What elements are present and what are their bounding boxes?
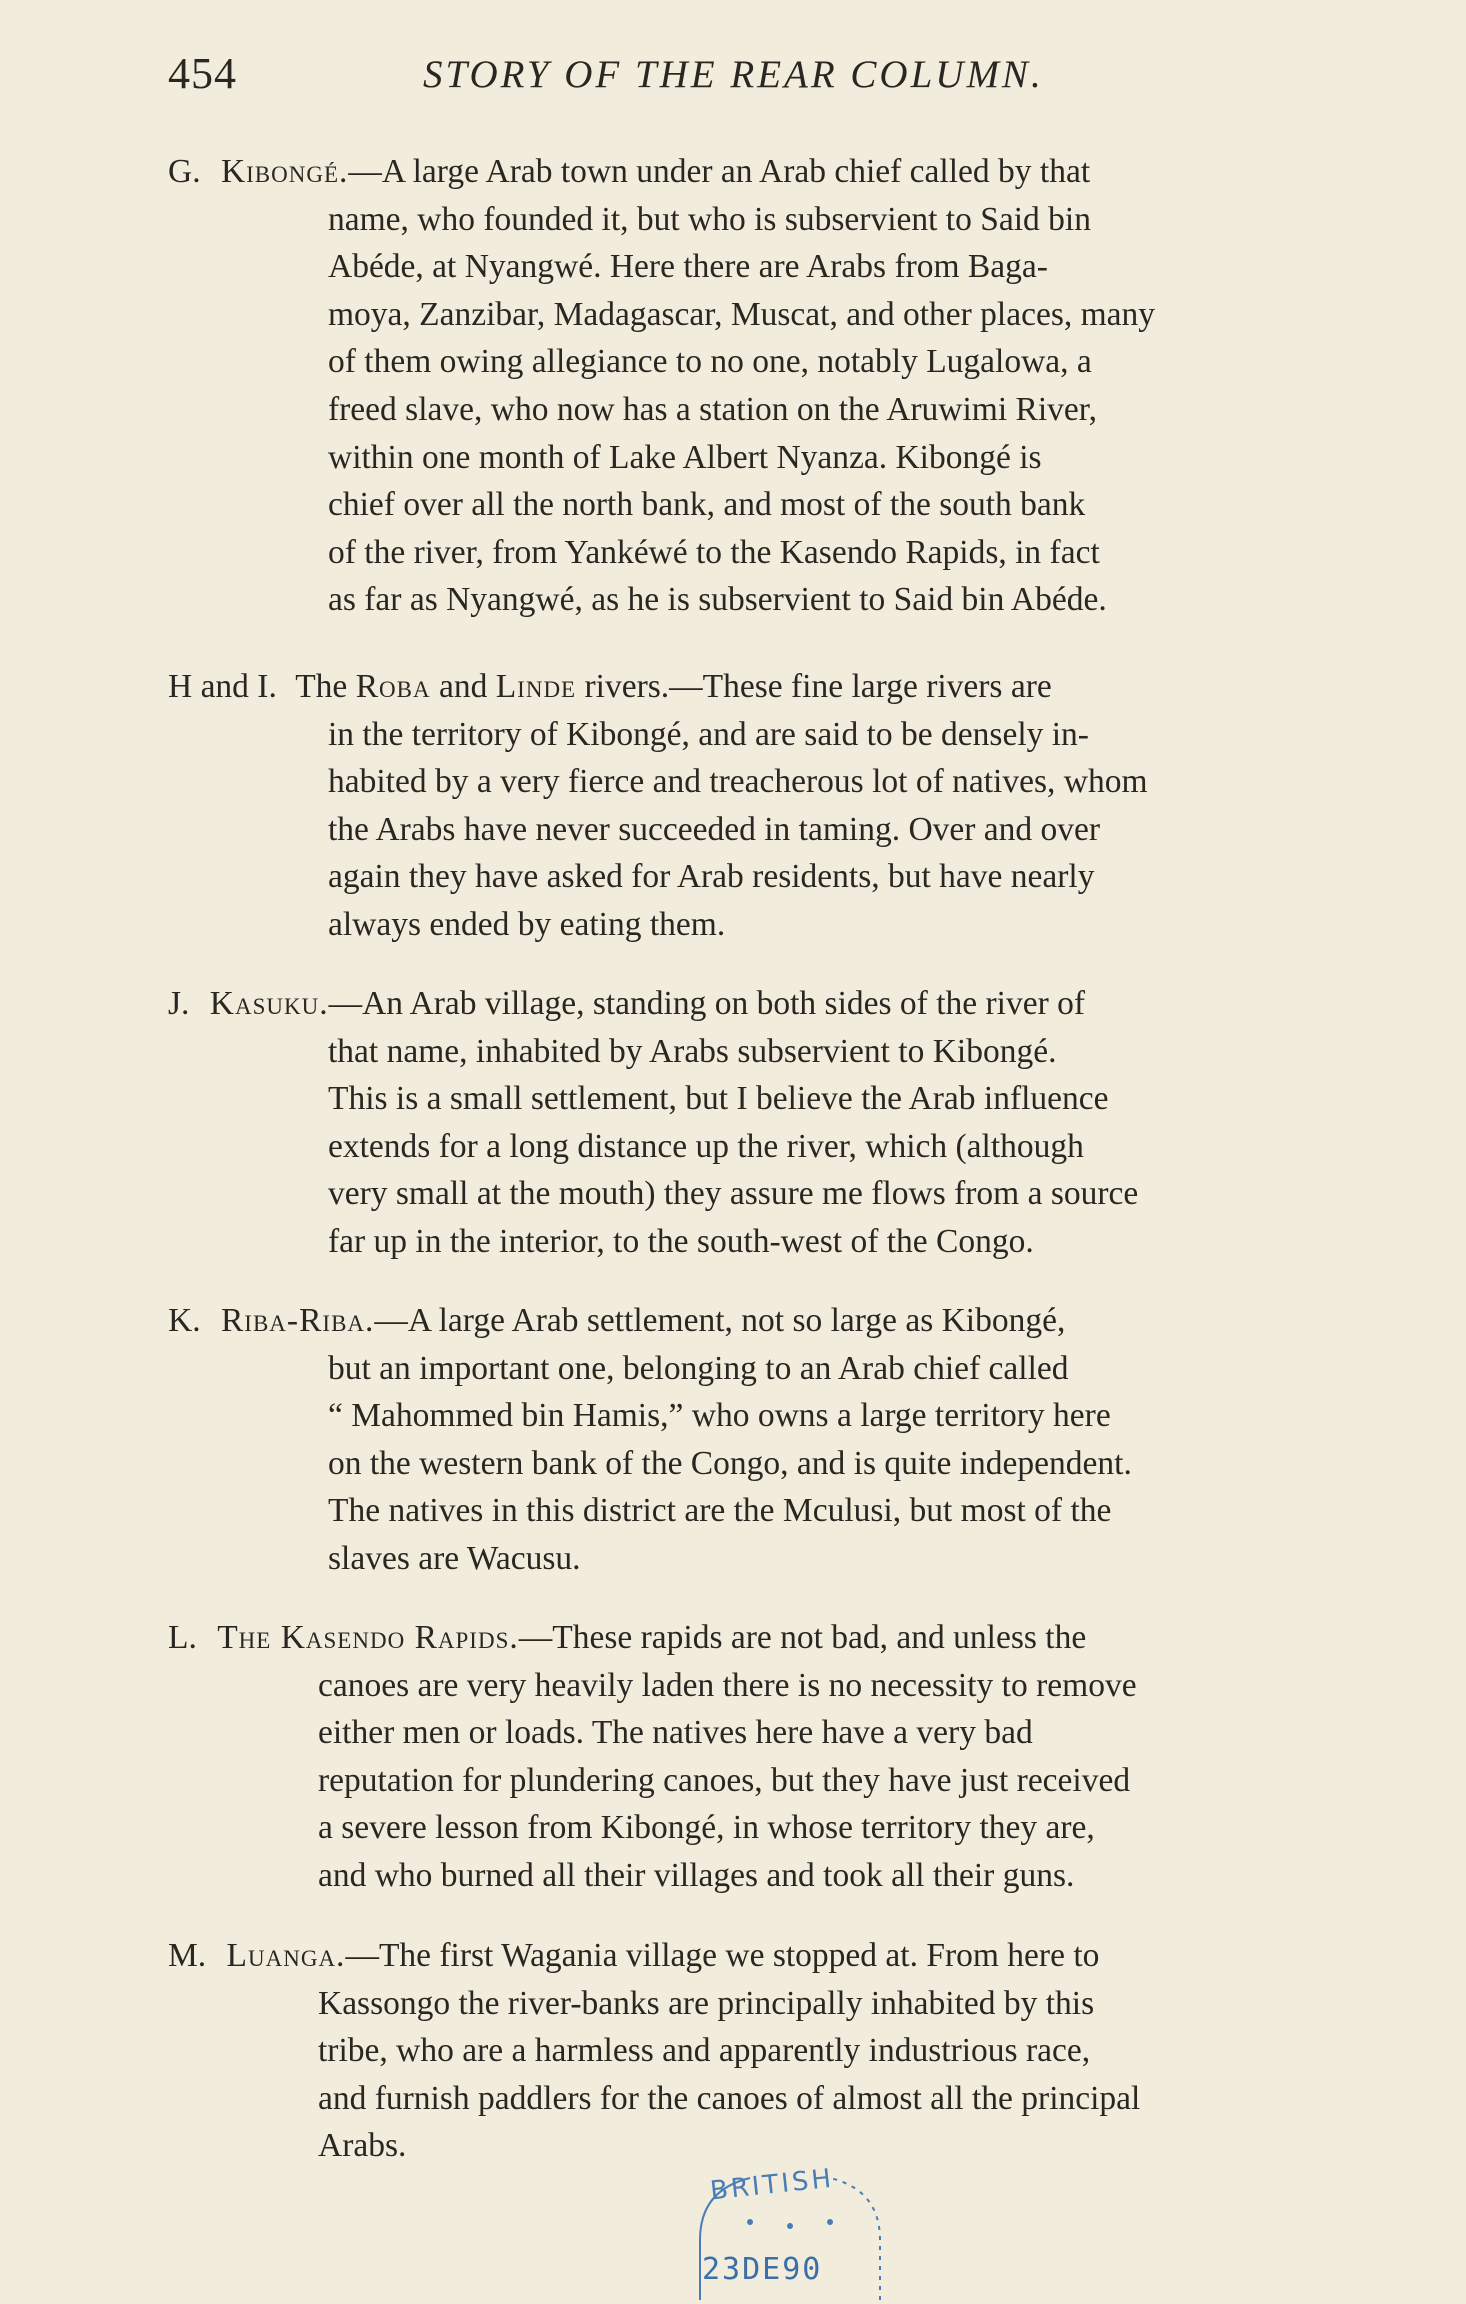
entry-line: very small at the mouth) they assure me flows from a source — [328, 1175, 1139, 1213]
entry-line: but an important one, belonging to an Arab chief called — [328, 1349, 1069, 1387]
entry-line: This is a small settlement, but I believe the Arab influence — [328, 1080, 1109, 1118]
entry-title: Kasuku. — [209, 985, 329, 1022]
page-number: 454 — [168, 49, 237, 98]
entry-m — [168, 1932, 1348, 2170]
entry-l — [168, 1614, 1348, 1900]
entry-line — [168, 980, 1348, 1028]
entry-line-text: —A large Arab town under an Arab chief called by that — [348, 153, 1091, 190]
entry-line: the Arabs have never succeeded in taming. Over and over — [328, 810, 1101, 848]
entry-line — [168, 1297, 1348, 1345]
library-stamp — [680, 2163, 900, 2304]
entry-label: H and I. — [168, 668, 277, 705]
entry-line: again they have asked for Arab residents, but have nearly — [328, 858, 1095, 896]
entry-line-text: —These rapids are not bad, and unless the — [518, 1619, 1087, 1656]
entry-g — [168, 148, 1348, 624]
entry-title-pre: The — [295, 668, 356, 705]
entry-label: M. — [168, 1937, 207, 1974]
entry-line: always ended by eating them. — [328, 905, 726, 943]
entry-line-text: —An Arab village, standing on both sides of the river of — [328, 985, 1086, 1022]
entry-line: as far as Nyangwé, as he is subservient to Said bin Abéde. — [328, 581, 1107, 619]
entry-line-text: —A large Arab settlement, not so large as Kibongé, — [374, 1302, 1066, 1339]
entry-line: “ Mahommed bin Hamis,” who owns a large territory here — [328, 1397, 1111, 1435]
entry-line: Arabs. — [318, 2127, 407, 2165]
entry-title: Luanga. — [226, 1937, 346, 1974]
entry-line: on the western bank of the Congo, and is quite independent. — [328, 1444, 1132, 1482]
entry-line: freed slave, who now has a station on the Aruwimi River, — [328, 390, 1097, 428]
entry-line: within one month of Lake Albert Nyanza. Kibongé is — [328, 438, 1042, 476]
entry-line — [168, 1614, 1348, 1662]
entry-h-i — [168, 663, 1348, 949]
entry-line: chief over all the north bank, and most of the south bank — [328, 486, 1086, 524]
entry-label: G. — [168, 153, 201, 190]
running-title: STORY OF THE REAR COLUMN. — [423, 53, 1044, 96]
entry-line: of them owing allegiance to no one, notably Lugalowa, a — [328, 343, 1092, 381]
entry-title: Kibongé. — [220, 153, 349, 190]
entry-line: tribe, who are a harmless and apparently industrious race, — [318, 2032, 1091, 2070]
stamp-arc-text: BRITISH — [708, 2163, 836, 2207]
page-header — [168, 48, 1318, 108]
entry-line-text: rivers.—These fine large rivers are — [576, 668, 1052, 705]
entry-line: either men or loads. The natives here have a very bad — [318, 1714, 1033, 1752]
entry-line: far up in the interior, to the south-west of the Congo. — [328, 1222, 1034, 1260]
entry-line: name, who founded it, but who is subservient to Said bin — [328, 200, 1091, 238]
entry-title: Roba — [355, 668, 431, 705]
entry-line: canoes are very heavily laden there is no necessity to remove — [318, 1666, 1137, 1704]
entry-line: Abéde, at Nyangwé. Here there are Arabs from Baga- — [328, 248, 1048, 286]
entry-line — [168, 1932, 1348, 1980]
entry-label: K. — [168, 1302, 201, 1339]
entry-line: and furnish paddlers for the canoes of almost all the principal — [318, 2079, 1141, 2117]
entry-line-text: —The first Wagania village we stopped at. From here to — [345, 1937, 1100, 1974]
entry-line: that name, inhabited by Arabs subservient to Kibongé. — [328, 1032, 1057, 1070]
entry-line: habited by a very fierce and treacherous lot of natives, whom — [328, 763, 1148, 801]
entry-line: a severe lesson from Kibongé, in whose territory they are, — [318, 1809, 1095, 1847]
entry-k — [168, 1297, 1348, 1583]
entry-line: reputation for plundering canoes, but they have just received — [318, 1761, 1131, 1799]
entry-line: moya, Zanzibar, Madagascar, Muscat, and other places, many — [328, 295, 1156, 333]
entry-label: L. — [168, 1619, 197, 1656]
entry-line: of the river, from Yankéwé to the Kasendo Rapids, in fact — [328, 533, 1100, 571]
entry-line: slaves are Wacusu. — [328, 1539, 581, 1577]
stamp-date: 23DE90 — [702, 2252, 823, 2287]
entry-label: J. — [168, 985, 190, 1022]
entry-line: The natives in this district are the Mculusi, but most of the — [328, 1492, 1112, 1530]
entry-title-2: Linde — [495, 668, 577, 705]
entry-title-mid: and — [430, 668, 496, 705]
entry-line: Kassongo the river-banks are principally inhabited by this — [318, 1984, 1095, 2022]
entry-line: in the territory of Kibongé, and are said to be densely in- — [328, 715, 1089, 753]
entry-title: The Kasendo Rapids. — [217, 1619, 519, 1656]
entry-line — [168, 663, 1348, 711]
entry-line: extends for a long distance up the river, which (although — [328, 1127, 1084, 1165]
entry-j — [168, 980, 1348, 1266]
entry-line: and who burned all their villages and took all their guns. — [318, 1856, 1075, 1894]
entry-title: Riba-Riba. — [220, 1302, 375, 1339]
entry-line — [168, 148, 1348, 196]
